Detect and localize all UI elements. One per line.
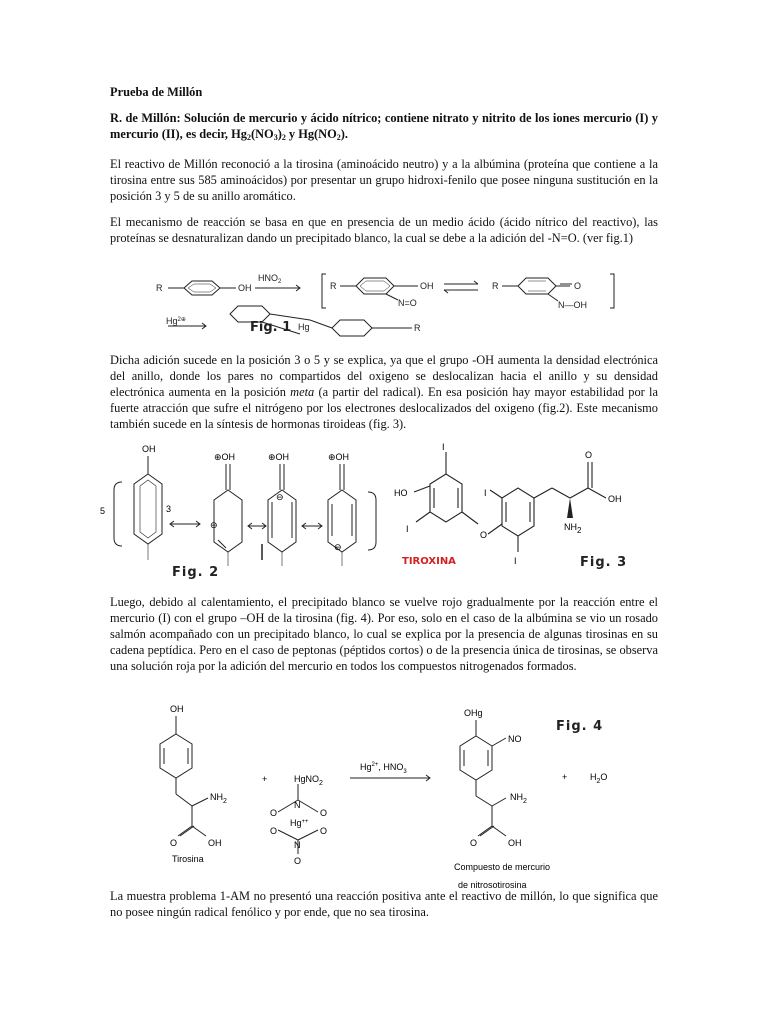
oh-plus-label: ⊕OH <box>214 452 236 462</box>
oh-label: OH <box>208 838 222 848</box>
subscript: 2 <box>596 778 601 785</box>
oh-label: OH <box>608 494 622 504</box>
no-label: N=O <box>398 298 417 308</box>
reaction-conditions-label <box>360 762 407 775</box>
o-label: O <box>574 281 582 291</box>
figure-4-mercury-reaction <box>150 702 630 892</box>
negative-charge: ⊖ <box>276 492 284 502</box>
figure-4-label: Fig. 4 <box>556 719 604 734</box>
reagent-definition-text: R. de Millón: Solución de mercurio y ácido nítrico; contiene nitrato y nitrito de los iones mercurio (I) y mercurio (II), es decir, Hg <box>110 111 658 141</box>
figure-3-thyroxine <box>390 438 670 578</box>
position-3-label: 3 <box>166 504 172 514</box>
formula-part: ). <box>340 127 348 141</box>
carbonyl-oxygen-label: O <box>170 838 178 848</box>
subscript: 3 <box>403 769 407 775</box>
paragraph-calentamiento: Luego, debido al calentamiento, el precipitado blanco se vuelve rojo gradualmente por la reacción entre el mercurio (I) con el grupo –OH de la tirosina (fig. 4). Por eso, solo en el caso de la albúmina se vio un rosado salmón acompañado con un precipitado blanco, lo cual se explica por la presencia de algunas tirosinas en su cadena peptídica. Pero en el caso de peptonas (péptidos cortos) o de la presencia única de tirosinas, se observa una solución roja por la adición del mercurio en todos los compuestos nitrogenados formados. <box>110 595 658 673</box>
nh2-text: NH <box>210 792 223 802</box>
nh2-label <box>564 522 582 535</box>
nh2-text: NH <box>564 522 577 532</box>
superscript: 2+ <box>371 762 379 768</box>
plus-sign: + <box>262 774 268 784</box>
hno2-label <box>258 273 282 285</box>
subscript: 2 <box>278 279 282 285</box>
iodine-label: I <box>484 488 487 498</box>
figure-2-resonance-structures <box>96 438 386 584</box>
nitrogen-label: N <box>294 800 301 810</box>
water-h: H <box>590 772 597 782</box>
position-5-label: 5 <box>100 506 106 516</box>
tiroxina-name: TIROXINA <box>402 556 456 567</box>
hg-reagent-label <box>166 316 186 326</box>
formula-part: ) <box>277 127 282 141</box>
oh-label: OH <box>508 838 522 848</box>
paragraph-adicion-text-end: (a partir del radical). En esa posición hay mayor estabilidad por la fuerte atracción que sufre el nitrógeno por los electrones deslocalizados del oxigeno (fig.2). Este mecanismo también sucede en la síntesis de hormonas tiroideas (fig. 3). <box>110 385 658 431</box>
page-title: Prueba de Millón <box>110 85 203 99</box>
oh-label: OH <box>420 281 434 291</box>
iodine-label: I <box>442 442 445 452</box>
product-name-line2: de nitrosotirosina <box>458 880 527 890</box>
subscript: 3 <box>273 133 278 142</box>
r-group-label: R <box>330 281 337 291</box>
hno3-text: , HNO <box>378 762 404 772</box>
oh-label: OH <box>142 444 156 454</box>
paragraph-conclusion: La muestra problema 1-AM no presentó una reacción positiva ante el reactivo de millón, lo que significa que no posee ningún radical fenólico y por ende, que no sea tirosina. <box>110 889 658 919</box>
hno2-text: HNO <box>258 273 278 283</box>
tyrosine-name: Tirosina <box>172 854 204 864</box>
carbonyl-oxygen-label: O <box>585 450 593 460</box>
product-name-line1: Compuesto de mercurio <box>454 862 551 872</box>
paragraph-mecanismo: El mecanismo de reacción se basa en que en presencia de un medio ácido (ácido nítrico del reactivo), las proteínas se desnaturalizan dando un precipitado blanco, la cual se debe a la adición del -N=O. (ver fig.1) <box>110 215 658 245</box>
nh2-label <box>510 792 527 805</box>
formula-part: (NO <box>250 127 274 141</box>
water-o: O <box>600 772 608 782</box>
figure-1-nitrosation-scheme <box>150 268 630 344</box>
superscript: 2⊕ <box>177 317 186 323</box>
subscript: 2 <box>223 798 227 805</box>
oh-label: OH <box>238 283 252 293</box>
oxygen-label: O <box>270 826 278 836</box>
bridge-oxygen-label: O <box>480 530 488 540</box>
no-label: NO <box>508 734 522 744</box>
water-label <box>590 772 607 785</box>
ohg-label: OHg <box>464 708 483 718</box>
nh2-label <box>210 792 227 805</box>
nh2-text: NH <box>510 792 523 802</box>
figure-1-label: Fig. 1 <box>250 320 292 335</box>
hg-center-label: Hg <box>298 322 310 332</box>
subscript: 2 <box>319 780 323 787</box>
oh-plus-label: ⊕OH <box>328 452 350 462</box>
figure-2-label: Fig. 2 <box>172 565 220 580</box>
r-group-label: R <box>492 281 499 291</box>
hg-text: Hg <box>166 316 178 326</box>
superscript: ++ <box>301 819 309 825</box>
subscript: 2 <box>246 133 251 142</box>
plus-sign: + <box>562 772 568 782</box>
hg-text: Hg <box>360 762 372 772</box>
paragraph-adicion-text: Dicha adición sucede en la posición 3 o 5 y se explica, ya que el grupo -OH aumenta la densidad electrónica del anillo, donde los pares no compartidos del oxigeno se deslocalizan hacia el anillo y su densidad electrónica aumenta en la posición <box>110 353 658 399</box>
paragraph-reactivo: El reactivo de Millón reconoció a la tirosina (aminoácido neutro) y a la albúmina (proteína que contiene a la tirosina entre sus 585 aminoácidos) por presentar un grupo hidroxi-fenilo que posee ninguna sustitución en la posición 3 y 5 de su anillo aromático. <box>110 157 658 203</box>
oh-plus-label: ⊕OH <box>268 452 290 462</box>
negative-charge: ⊖ <box>210 520 218 530</box>
subscript: 2 <box>523 798 527 805</box>
negative-charge: ⊖ <box>334 542 342 552</box>
oxygen-label: O <box>320 808 328 818</box>
hg-ion-text: Hg <box>290 818 302 828</box>
emphasis-meta: meta <box>290 385 315 399</box>
oh-label: OH <box>170 704 184 714</box>
ho-label: HO <box>394 488 408 498</box>
iodine-label: I <box>514 556 517 566</box>
formula-part: y Hg(NO <box>285 127 337 141</box>
r-group-label: R <box>156 283 163 293</box>
nitrogen-label: N <box>294 840 301 850</box>
oxygen-label: O <box>294 856 302 866</box>
noh-label: N—OH <box>558 300 587 310</box>
stereo-wedge <box>567 498 573 518</box>
oxygen-label: O <box>320 826 328 836</box>
iodine-label: I <box>406 524 409 534</box>
subscript: 2 <box>336 133 341 142</box>
hg-ion-label <box>290 818 309 828</box>
hgno2-text: HgNO <box>294 774 320 784</box>
r-group-label: R <box>414 323 421 333</box>
oxygen-label: O <box>270 808 278 818</box>
reagent-definition <box>110 110 658 142</box>
carbonyl-oxygen-label: O <box>470 838 478 848</box>
subscript: 2 <box>281 133 286 142</box>
figure-3-label: Fig. 3 <box>580 555 628 570</box>
subscript: 2 <box>577 526 582 535</box>
paragraph-adicion <box>110 352 658 432</box>
